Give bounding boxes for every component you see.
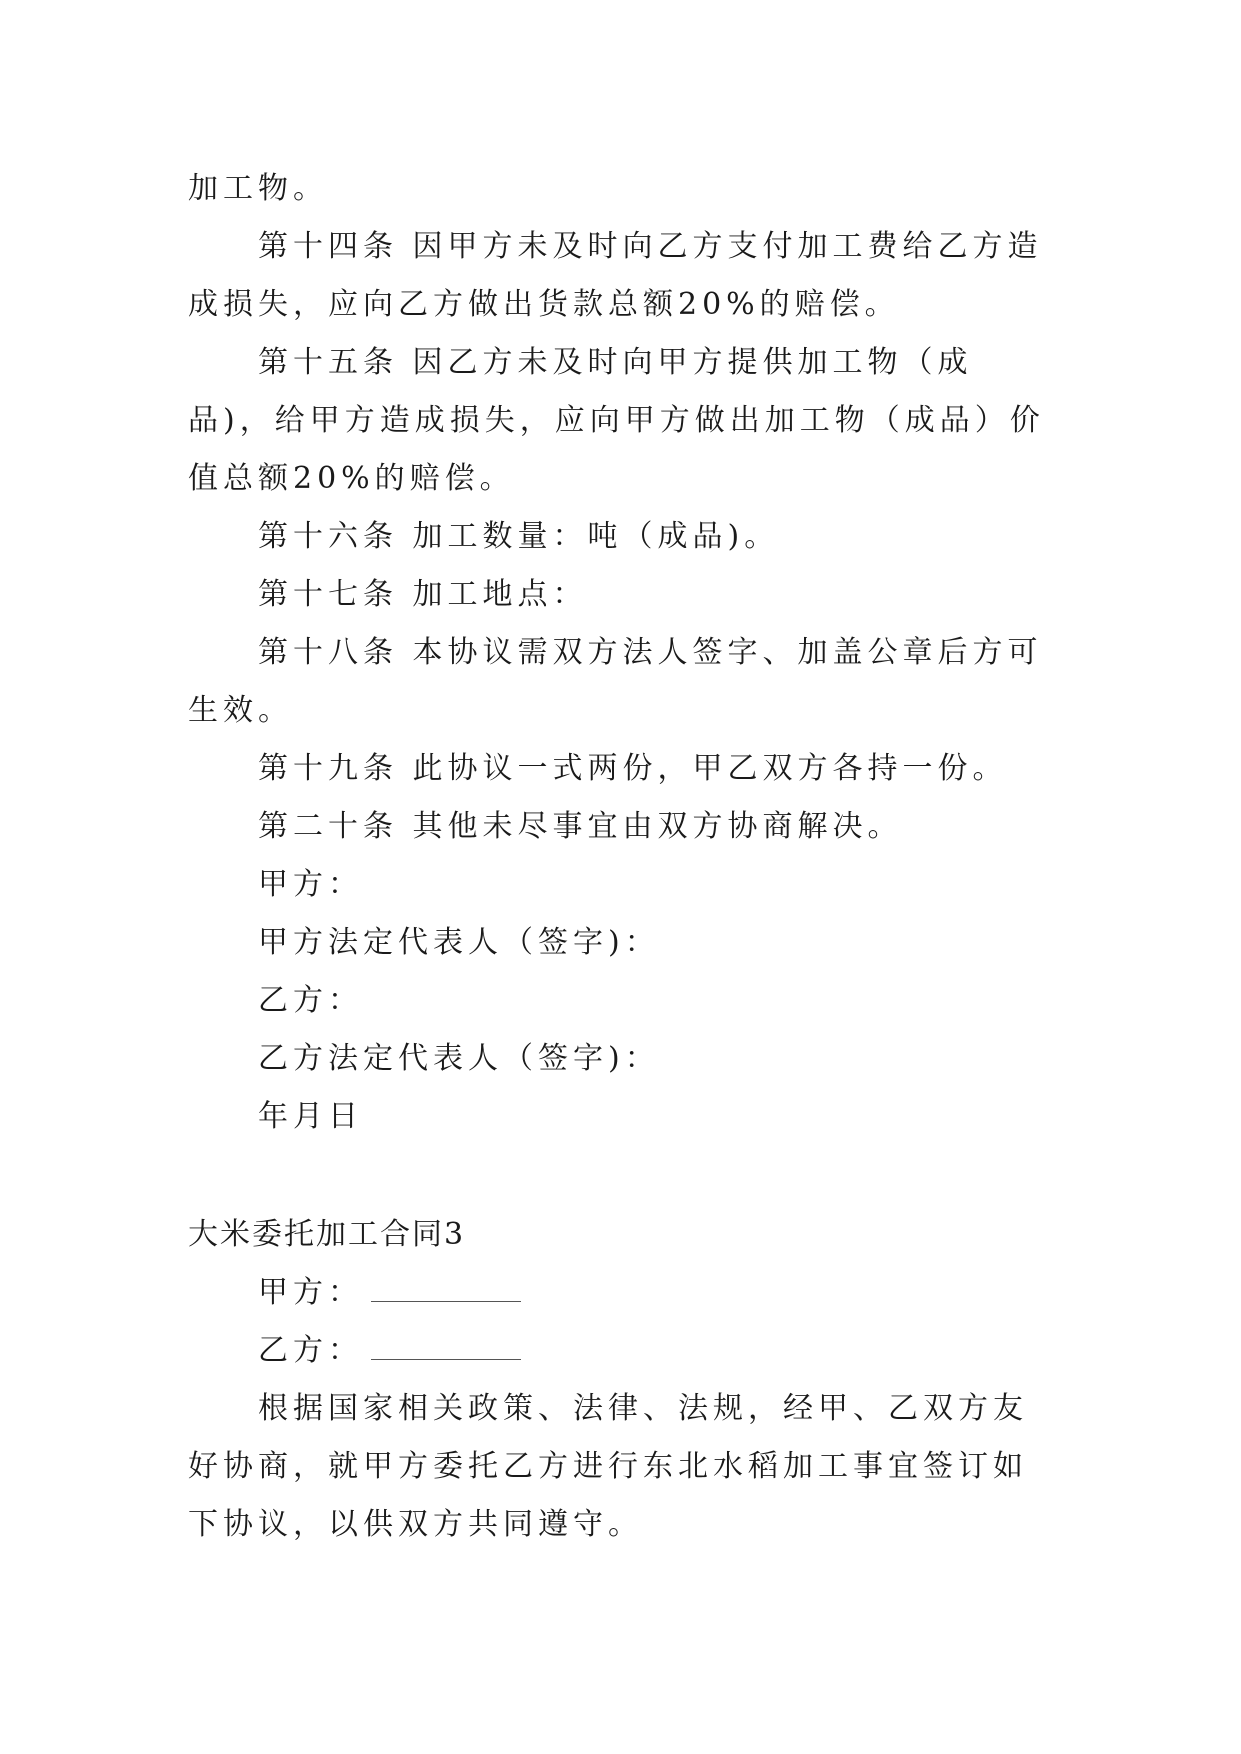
intro-paragraph: 根据国家相关政策、法律、法规，经甲、乙双方友好协商，就甲方委托乙方进行东北水稻加工事宜签订如下协议，以供双方共同遵守。 [188,1391,1028,1542]
section-title: 大米委托加工合同3 [188,1217,466,1252]
article-16: 第十六条 加工数量：吨（成品)。 [258,519,780,554]
article-20: 第二十条 其他未尽事宜由双方协商解决。 [258,809,903,844]
party-a-field [188,1264,1058,1322]
party-a-label: 甲方： [258,1275,363,1310]
party-b-field [188,1322,1058,1380]
party-b-representative-line: 乙方法定代表人（签字)： [258,1041,660,1076]
party-a-representative-line: 甲方法定代表人（签字)： [258,925,660,960]
date-line: 年月日 [258,1099,363,1134]
article-15: 第十五条 因乙方未及时向甲方提供加工物（成品)，给甲方造成损失，应向甲方做出加工物（成品）价值总额20%的赔偿。 [188,345,1045,496]
document-body [188,160,1058,1554]
party-a-line: 甲方： [258,867,363,902]
party-a-blank [371,1275,521,1302]
party-b-blank [371,1333,521,1360]
party-b-label: 乙方： [258,1333,363,1368]
article-14: 第十四条 因甲方未及时向乙方支付加工费给乙方造成损失，应向乙方做出货款总额20%的赔偿。 [188,229,1043,322]
article-17: 第十七条 加工地点： [258,577,588,612]
party-b-line: 乙方： [258,983,363,1018]
article-18: 第十八条 本协议需双方法人签字、加盖公章后方可生效。 [188,635,1043,728]
article-19: 第十九条 此协议一式两份，甲乙双方各持一份。 [258,751,1008,786]
paragraph-continuation: 加工物。 [188,171,328,206]
